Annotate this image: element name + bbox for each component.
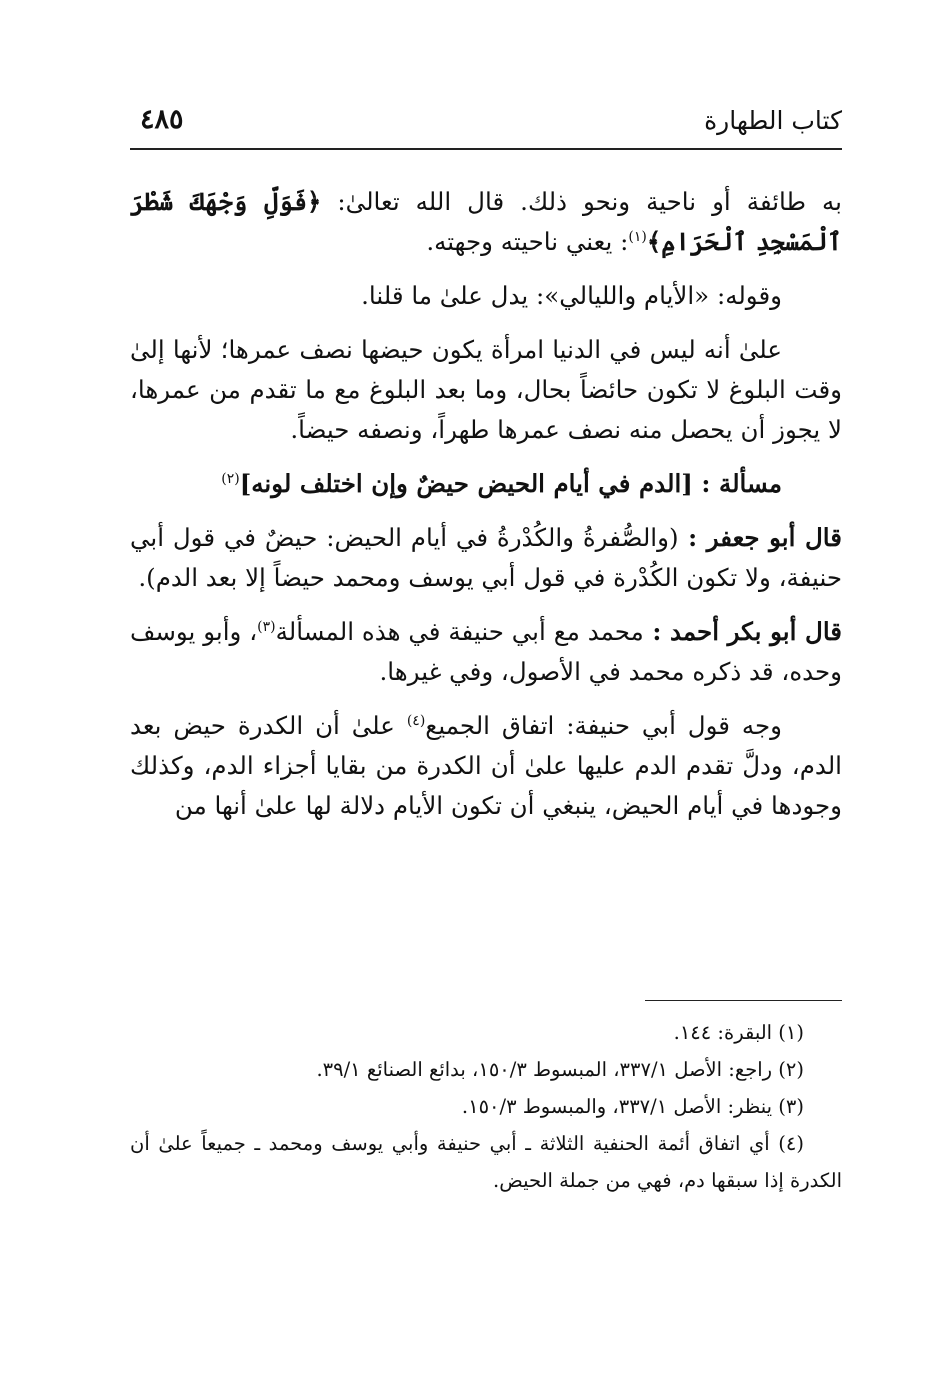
- footnote-ref-1: (١): [628, 228, 647, 245]
- paragraph-abu-jafar: [130, 518, 842, 598]
- paragraph-text: (والصُّفرةُ والكُدْرةُ في أيام الحيض: حيضٌ في قول أبي حنيفة، ولا تكون الكُدْرة في قول أبي يوسف ومحمد حيضاً إلا بعد الدم).: [130, 523, 842, 592]
- footnote-ref-2: (٢): [221, 470, 240, 487]
- footnote-2: (٢) راجع: الأصل ٣٣٧/١، المبسوط ١٥٠/٣، بدائع الصنائع ٣٩/١.: [316, 1058, 804, 1081]
- footnote-3: (٣) ينظر: الأصل ٣٣٧/١، والمبسوط ١٥٠/٣.: [461, 1095, 804, 1118]
- quran-verse: ﴿فَوَلِّ وَجْهَكَ شَطْرَ ٱلْمَسْجِدِ ٱلْحَرَامِ﴾: [130, 187, 842, 256]
- running-title: كتاب الطهارة: [704, 106, 842, 135]
- paragraph-argument: علىٰ أنه ليس في الدنيا امرأة يكون حيضها نصف عمرها؛ لأنها إلىٰ وقت البلوغ لا تكون حائضاً بحال، وما بعد البلوغ مع ما تقدم من عمرها، لا يجوز أن يحصل منه نصف عمرها طهراً، ونصفه حيضاً.: [130, 335, 842, 444]
- paragraph-text: به طائفة أو ناحية ونحو ذلك. قال الله تعالىٰ:: [321, 187, 842, 216]
- footnote-divider: [645, 1000, 842, 1001]
- paragraph-text: : يعني ناحيته وجهته.: [426, 227, 629, 256]
- footnote-4: (٤) أي اتفاق أئمة الحنفية الثلاثة ـ أبي حنيفة وأبي يوسف ومحمد ـ جميعاً علىٰ أن الكدرة إذا سبقها دم، فهي من جملة الحيض.: [130, 1132, 842, 1192]
- paragraph-text: علىٰ أن الكدرة حيض بعد الدم، ودلَّ تقدم الدم عليها علىٰ أن الكدرة من بقايا أجزاء الدم، وكذلك وجودها في أيام الحيض، ينبغي أن تكون الأيام دلالة لها علىٰ أنها من: [130, 711, 842, 820]
- paragraph-text: محمد مع أبي حنيفة في هذه المسألة: [275, 617, 644, 646]
- page-number: ٤٨٥: [140, 104, 184, 135]
- paragraph-qawluh: وقوله: «الأيام والليالي»: يدل علىٰ ما قلنا.: [361, 281, 782, 310]
- footnote-ref-3: (٣): [257, 618, 276, 635]
- paragraph-quran-verse: [130, 182, 842, 262]
- footnote-1: (١) البقرة: ١٤٤.: [673, 1021, 804, 1044]
- masala-title: [الدم في أيام الحيض حيضٌ وإن اختلف لونه]: [239, 469, 693, 498]
- speaker-label: قال أبو بكر أحمد :: [643, 617, 843, 646]
- main-text: [130, 182, 842, 840]
- paragraph-abu-hanifa: [130, 706, 842, 826]
- paragraph-abu-bakr: [130, 612, 842, 692]
- masala-label: مسألة :: [692, 469, 782, 498]
- page-header: [130, 104, 842, 150]
- footnote-ref-4: (٤): [406, 712, 426, 729]
- paragraph-text: ، وأبو يوسف وحده، قد ذكره محمد في الأصول، وفي غيرها.: [130, 617, 842, 686]
- footnotes: [130, 1014, 842, 1199]
- speaker-label: قال أبو جعفر :: [678, 523, 842, 552]
- paragraph-text: وجه قول أبي حنيفة: اتفاق الجميع: [425, 711, 782, 740]
- masala-heading: [130, 464, 842, 504]
